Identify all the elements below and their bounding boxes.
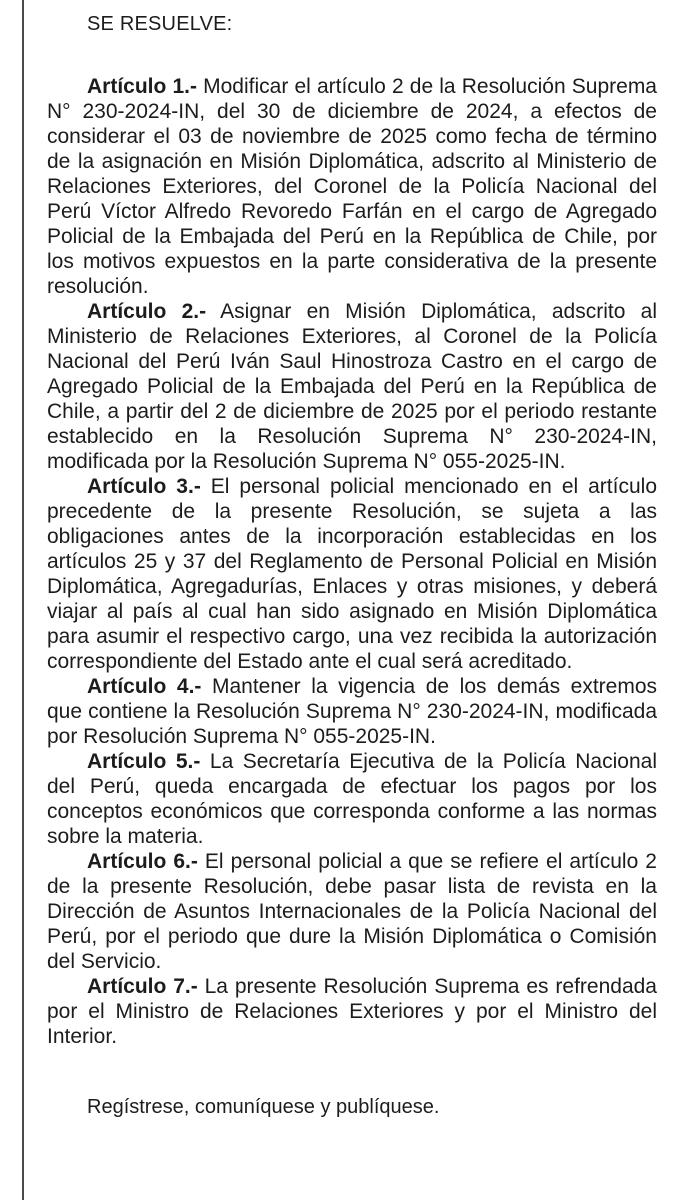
- article-7-text: La presente Resolución Suprema es refrendada por el Ministro de Relaciones Exteriores y por el Ministro del Interior.: [47, 975, 657, 1048]
- resolution-document: [47, 12, 657, 1120]
- article-5: [47, 749, 657, 849]
- article-4-label: Artículo 4.-: [87, 675, 202, 698]
- resolution-heading: SE RESUELVE:: [87, 13, 233, 35]
- article-3: [47, 474, 657, 674]
- article-7-label: Artículo 7.-: [87, 975, 198, 998]
- article-7: [47, 974, 657, 1049]
- article-5-text: La Secretaría Ejecutiva de la Policía Nacional del Perú, queda encargada de efectuar los pagos por los conceptos económicos que corresponda conforme a las normas sobre la materia.: [47, 750, 657, 848]
- article-3-label: Artículo 3.-: [87, 475, 201, 498]
- article-6-text: El personal policial a que se refiere el artículo 2 de la presente Resolución, debe pasar lista de revista en la Dirección de Asuntos Internacionales de la Policía Nacional del Perú, por el periodo que dure la Misión Diplomática o Comisión del Servicio.: [47, 850, 657, 973]
- closing-formula: Regístrese, comuníquese y publíquese.: [87, 1096, 440, 1118]
- left-margin-rule: [22, 0, 24, 1200]
- article-1-label: Artículo 1.-: [87, 75, 197, 98]
- article-4-text: Mantener la vigencia de los demás extremos que contiene la Resolución Suprema N° 230-2024-IN, modificada por Resolución Suprema N° 055-2025-IN.: [47, 675, 657, 748]
- article-4: [47, 674, 657, 749]
- article-2-text: Asignar en Misión Diplomática, adscrito al Ministerio de Relaciones Exteriores, al Coronel de la Policía Nacional del Perú Iván Saul Hinostroza Castro en el cargo de Agregado Policial de la Embajada del Perú en la República de Chile, a partir del 2 de diciembre de 2025 por el periodo restante establecido en la Resolución Suprema N° 230-2024-IN, modificada por la Resolución Suprema N° 055-2025-IN.: [47, 300, 657, 473]
- article-6: [47, 849, 657, 974]
- article-1-text: Modificar el artículo 2 de la Resolución Suprema N° 230-2024-IN, del 30 de diciembre de 2024, a efectos de considerar el 03 de noviembre de 2025 como fecha de término de la asignación en Misión Diplomática, adscrito al Ministerio de Relaciones Exteriores, del Coronel de la Policía Nacional del Perú Víctor Alfredo Revoredo Farfán en el cargo de Agregado Policial de la Embajada del Perú en la República de Chile, por los motivos expuestos en la parte considerativa de la presente resolución.: [47, 75, 657, 298]
- article-3-text: El personal policial mencionado en el artículo precedente de la presente Resolución, se sujeta a las obligaciones antes de la incorporación establecidas en los artículos 25 y 37 del Reglamento de Personal Policial en Misión Diplomática, Agregadurías, Enlaces y otras misiones, y deberá viajar al país al cual han sido asignado en Misión Diplomática para asumir el respectivo cargo, una vez recibida la autorización correspondiente del Estado ante el cual será acreditado.: [47, 475, 657, 673]
- article-5-label: Artículo 5.-: [87, 750, 201, 773]
- article-2-label: Artículo 2.-: [87, 300, 207, 323]
- article-6-label: Artículo 6.-: [87, 850, 198, 873]
- article-1: [47, 74, 657, 299]
- article-2: [47, 299, 657, 474]
